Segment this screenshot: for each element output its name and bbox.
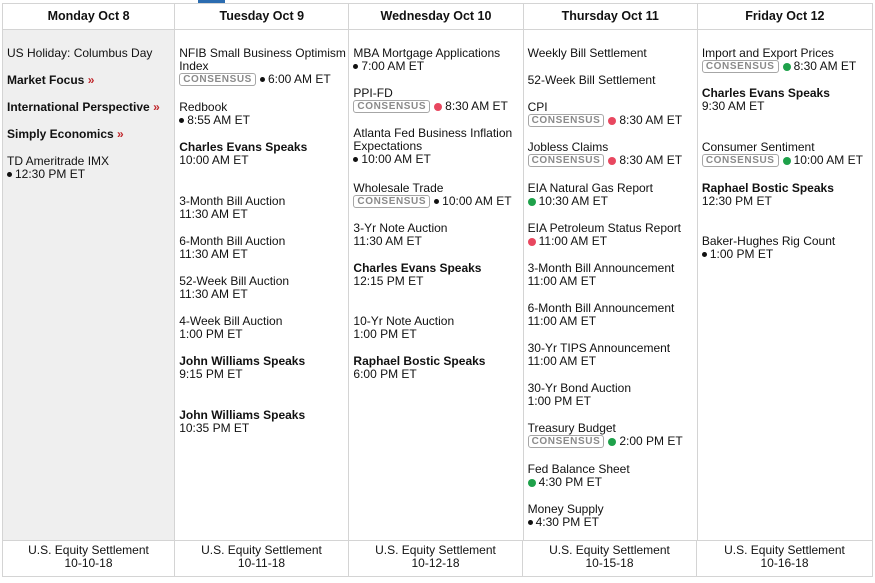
low-importance-dot-icon (702, 252, 707, 257)
consensus-badge[interactable]: CONSENSUS (528, 114, 605, 127)
event-item[interactable] (353, 355, 520, 381)
event-item[interactable] (528, 422, 695, 448)
event-item[interactable] (528, 503, 695, 529)
event-title[interactable]: John Williams Speaks (179, 408, 306, 422)
settlement-date: 10-11-18 (237, 556, 286, 570)
event-item[interactable] (179, 47, 346, 86)
event-time: 10:30 AM ET (538, 194, 608, 208)
settlement-cell (3, 541, 175, 576)
event-time: 6:00 AM ET (267, 72, 331, 86)
event-title[interactable]: 3-Month Bill Auction (179, 194, 286, 208)
event-time: 10:00 AM ET (793, 153, 863, 167)
event-time: 11:00 AM ET (527, 274, 597, 288)
event-item[interactable] (353, 182, 520, 208)
event-item[interactable] (528, 463, 695, 489)
event-item[interactable] (528, 342, 695, 368)
day-header: Wednesday Oct 10 (349, 4, 522, 30)
event-title[interactable]: Consumer Sentiment (701, 140, 815, 154)
event-time: 11:30 AM ET (179, 247, 248, 261)
medium-importance-dot-icon (783, 63, 791, 71)
high-importance-dot-icon (608, 117, 616, 125)
event-item[interactable] (528, 382, 695, 408)
event-item[interactable] (353, 87, 520, 113)
event-item[interactable] (353, 262, 520, 288)
settlement-label: U.S. Equity Settlement (549, 543, 670, 557)
event-time: 11:30 AM ET (179, 287, 248, 301)
event-title[interactable]: Jobless Claims (527, 140, 609, 154)
settlement-date: 10-10-18 (64, 556, 113, 570)
low-importance-dot-icon (7, 172, 12, 177)
event-time: 2:00 PM ET (619, 434, 683, 448)
event-title[interactable]: Charles Evans Speaks (179, 140, 308, 154)
low-importance-dot-icon (179, 118, 184, 123)
event-title[interactable]: MBA Mortgage Applications (353, 46, 501, 60)
high-importance-dot-icon (608, 157, 616, 165)
event-title[interactable]: 3-Month Bill Announcement (527, 261, 675, 275)
event-title[interactable]: Weekly Bill Settlement (527, 46, 647, 60)
event-title[interactable]: 52-Week Bill Auction (179, 274, 290, 288)
event-item[interactable] (702, 87, 870, 113)
settlement-label: U.S. Equity Settlement (724, 543, 845, 557)
event-title[interactable]: 30-Yr TIPS Announcement (527, 341, 671, 355)
event-item[interactable] (353, 222, 520, 248)
event-time: 4:30 PM ET (535, 515, 599, 529)
event-time: 8:55 AM ET (187, 113, 250, 127)
event-time: 6:00 PM ET (353, 367, 417, 381)
event-item[interactable] (179, 235, 346, 261)
event-title[interactable]: Charles Evans Speaks (353, 261, 482, 275)
day-column-friday (698, 4, 872, 540)
event-item[interactable] (528, 74, 695, 87)
event-title[interactable]: Redbook (179, 100, 228, 114)
chevron-right-icon: » (153, 100, 160, 114)
event-time: 11:30 AM ET (179, 207, 248, 221)
event-item[interactable] (528, 141, 695, 167)
settlement-row (3, 540, 872, 576)
medium-importance-dot-icon (783, 157, 791, 165)
event-title[interactable]: EIA Natural Gas Report (527, 181, 653, 195)
settlement-label: U.S. Equity Settlement (201, 543, 322, 557)
event-item[interactable] (7, 155, 172, 181)
event-item[interactable] (702, 182, 870, 208)
event-title[interactable]: 10-Yr Note Auction (353, 314, 455, 328)
consensus-badge[interactable]: CONSENSUS (528, 154, 605, 167)
event-item[interactable] (179, 409, 346, 435)
event-item[interactable] (179, 101, 346, 127)
event-time: 8:30 AM ET (619, 153, 683, 167)
event-title[interactable]: Raphael Bostic Speaks (701, 181, 834, 195)
settlement-date: 10-16-18 (760, 556, 809, 570)
event-title[interactable]: Treasury Budget (527, 421, 616, 435)
event-title[interactable]: Fed Balance Sheet (527, 462, 630, 476)
event-time: 9:30 AM ET (701, 99, 765, 113)
event-time: 8:30 AM ET (619, 113, 683, 127)
settlement-cell (349, 541, 523, 576)
low-importance-dot-icon (528, 520, 533, 525)
event-title[interactable]: Baker-Hughes Rig Count (701, 234, 836, 248)
event-time: 11:00 AM ET (527, 354, 597, 368)
event-item (7, 47, 172, 60)
consensus-badge[interactable]: CONSENSUS (179, 73, 256, 86)
low-importance-dot-icon (260, 77, 265, 82)
event-title[interactable]: 6-Month Bill Announcement (527, 301, 675, 315)
event-time: 1:00 PM ET (353, 327, 417, 341)
link-label[interactable]: Simply Economics (7, 127, 114, 141)
consensus-badge[interactable]: CONSENSUS (528, 435, 605, 448)
event-time: 7:00 AM ET (361, 59, 425, 73)
consensus-badge[interactable]: CONSENSUS (353, 100, 430, 113)
settlement-label: U.S. Equity Settlement (375, 543, 496, 557)
event-item[interactable] (702, 47, 870, 73)
event-item[interactable] (528, 222, 695, 248)
event-time: 8:30 AM ET (793, 59, 857, 73)
event-title[interactable]: TD Ameritrade IMX (7, 154, 110, 168)
event-time: 11:00 AM ET (538, 234, 608, 248)
consensus-badge[interactable]: CONSENSUS (353, 195, 430, 208)
event-title[interactable]: 52-Week Bill Settlement (527, 73, 656, 87)
event-title[interactable]: Atlanta Fed Business Inflation Expectations (353, 126, 513, 153)
event-item[interactable] (353, 315, 520, 341)
event-title[interactable]: Import and Export Prices (701, 46, 834, 60)
event-item[interactable] (179, 195, 346, 221)
event-time: 12:30 PM ET (701, 194, 772, 208)
consensus-badge[interactable]: CONSENSUS (702, 154, 779, 167)
low-importance-dot-icon (353, 64, 358, 69)
consensus-badge[interactable]: CONSENSUS (702, 60, 779, 73)
event-time: 1:00 PM ET (527, 394, 591, 408)
low-importance-dot-icon (434, 199, 439, 204)
event-time: 8:30 AM ET (445, 99, 508, 113)
day-column-monday (3, 4, 175, 540)
settlement-date: 10-15-18 (585, 556, 634, 570)
event-item[interactable] (528, 47, 695, 60)
event-item[interactable] (528, 302, 695, 328)
event-title[interactable]: 4-Week Bill Auction (179, 314, 283, 328)
day-column-thursday (524, 4, 698, 540)
economic-calendar (2, 3, 873, 577)
event-time: 10:00 AM ET (179, 153, 249, 167)
day-column-wednesday (349, 4, 523, 540)
market-focus-link[interactable] (7, 74, 172, 87)
link-label[interactable]: Market Focus (7, 73, 85, 87)
event-time: 11:00 AM ET (527, 314, 597, 328)
event-title[interactable]: 30-Yr Bond Auction (527, 381, 632, 395)
day-header: Friday Oct 12 (698, 4, 872, 30)
event-item[interactable] (179, 141, 346, 167)
event-time: 1:00 PM ET (179, 327, 243, 341)
event-title[interactable]: Charles Evans Speaks (701, 86, 830, 100)
event-time: 10:00 AM ET (361, 152, 431, 166)
chevron-right-icon: » (117, 127, 124, 141)
event-time: 11:30 AM ET (353, 234, 422, 248)
medium-importance-dot-icon (528, 479, 536, 487)
day-column-tuesday (175, 4, 349, 540)
event-title[interactable]: Raphael Bostic Speaks (353, 354, 486, 368)
settlement-label: U.S. Equity Settlement (28, 543, 149, 557)
event-item[interactable] (702, 141, 870, 167)
event-item[interactable] (528, 262, 695, 288)
event-time: 12:15 PM ET (353, 274, 424, 288)
event-time: 9:15 PM ET (179, 367, 243, 381)
event-item[interactable] (528, 101, 695, 127)
international-perspective-link[interactable] (7, 101, 172, 114)
event-title[interactable]: Money Supply (527, 502, 604, 516)
settlement-date: 10-12-18 (411, 556, 460, 570)
event-time: 1:00 PM ET (709, 247, 774, 261)
settlement-cell (697, 541, 872, 576)
simply-economics-link[interactable] (7, 128, 172, 141)
event-title[interactable]: Wholesale Trade (353, 181, 444, 195)
event-title[interactable]: 3-Yr Note Auction (353, 221, 448, 235)
event-time: 4:30 PM ET (538, 475, 602, 489)
settlement-cell (523, 541, 697, 576)
medium-importance-dot-icon (608, 438, 616, 446)
event-title[interactable]: John Williams Speaks (179, 354, 306, 368)
event-item[interactable] (528, 182, 695, 208)
event-item[interactable] (702, 235, 870, 261)
event-item[interactable] (179, 315, 346, 341)
day-header: Thursday Oct 11 (524, 4, 697, 30)
event-item[interactable] (353, 127, 520, 166)
day-header: Tuesday Oct 9 (175, 4, 348, 30)
event-item[interactable] (179, 275, 346, 301)
event-title[interactable]: EIA Petroleum Status Report (527, 221, 682, 235)
event-title[interactable]: 6-Month Bill Auction (179, 234, 286, 248)
event-time: 12:30 PM ET (15, 167, 86, 181)
event-title: US Holiday: Columbus Day (7, 46, 153, 60)
high-importance-dot-icon (528, 238, 536, 246)
event-time: 10:00 AM ET (442, 194, 512, 208)
event-item[interactable] (353, 47, 520, 73)
event-title[interactable]: NFIB Small Business Optimism Index (179, 46, 346, 73)
high-importance-dot-icon (434, 103, 442, 111)
event-time: 10:35 PM ET (179, 421, 250, 435)
event-item[interactable] (179, 355, 346, 381)
settlement-cell (175, 541, 349, 576)
chevron-right-icon: » (87, 73, 95, 87)
event-title[interactable]: CPI (527, 100, 548, 114)
day-header: Monday Oct 8 (3, 4, 174, 30)
low-importance-dot-icon (353, 157, 358, 162)
event-title[interactable]: PPI-FD (353, 86, 393, 100)
medium-importance-dot-icon (528, 198, 536, 206)
link-label[interactable]: International Perspective (7, 100, 150, 114)
